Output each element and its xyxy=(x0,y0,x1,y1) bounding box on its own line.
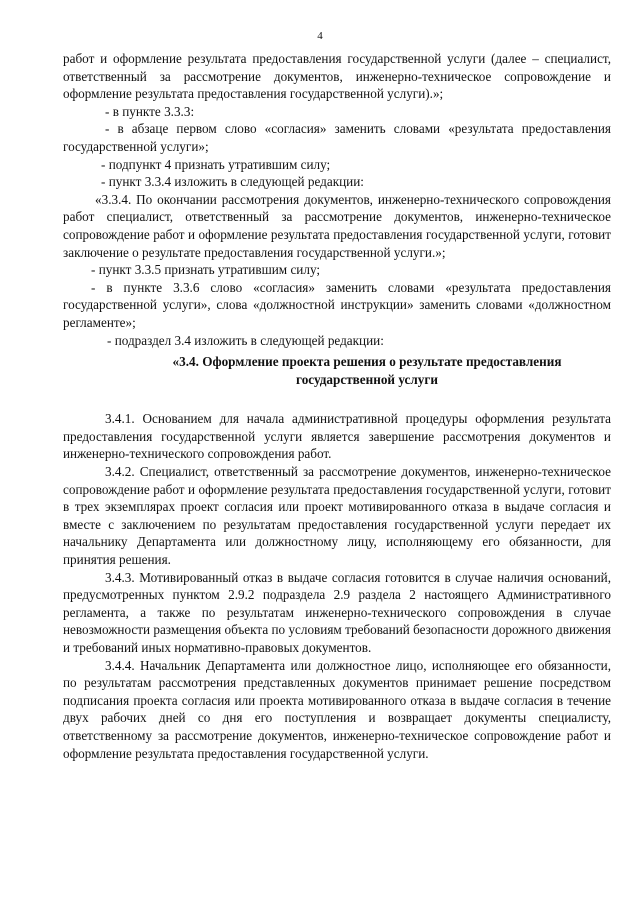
paragraph-continuation: работ и оформление результата предоставления государственной услуги (далее – специалист, ответственный за рассмотрение документов, инженерно-техническое сопровождение и оформление результата предоставления государственной услуги).»; xyxy=(63,51,611,102)
paragraph-3-4-3: 3.4.3. Мотивированный отказ в выдаче согласия готовится в случае наличия оснований, предусмотренных пунктом 2.9.2 подраздела 2.9 раздела 2 настоящего Административного регламента, а также по результатам инженерно-технического сопровождения в случае невозможности размещения объекта по условиям требований безопасности дорожного движения и требований иных нормативно-правовых документов. xyxy=(63,569,611,655)
list-item-3-3-3: - в пункте 3.3.3: xyxy=(105,103,195,119)
list-item-3-3-4: - пункт 3.3.4 изложить в следующей редакции: xyxy=(101,174,364,190)
document-body xyxy=(63,50,611,762)
paragraph-3-4-4: 3.4.4. Начальник Департамента или должностное лицо, исполняющее его обязанности, по результатам рассмотрения представленных документов принимает решение посредством подписания проекта согласия или проекта мотивированного отказа в выдаче согласия в течение двух рабочих дней со дня его поступления и возвращает документы специалисту, ответственному за рассмотрение документов, инженерно-техническое сопровождение работ и оформление результата предоставления государственной услуги. xyxy=(63,657,611,761)
paragraph-3-4-1: 3.4.1. Основанием для начала административной процедуры оформления результата предоставления государственной услуги является завершение рассмотрения документов и инженерно-технического сопровождения работ. xyxy=(63,411,611,462)
list-item-subsection-3-4: - подраздел 3.4 изложить в следующей редакции: xyxy=(107,332,384,348)
quoted-paragraph-3-3-4: «3.3.4. По окончании рассмотрения документов, инженерно-технического сопровождения работ специалист, ответственный за рассмотрение документов, инженерно-техническое сопровождение работ и оформление результата предоставления государственной услуги, готовит заключение о результате предоставления государственной услуги.»; xyxy=(63,191,611,260)
page-number: 4 xyxy=(317,30,323,42)
list-item-3-3-6: - в пункте 3.3.6 слово «согласия» заменить словами «результата предоставления государственной услуги», слова «должностной инструкции» заменить словами «должностном регламенте»; xyxy=(63,279,611,330)
list-item-first-paragraph: - в абзаце первом слово «согласия» заменить словами «результата предоставления государственной услуги»; xyxy=(63,121,611,154)
list-item-subpoint-4: - подпункт 4 признать утратившим силу; xyxy=(101,156,331,172)
paragraph-3-4-2: 3.4.2. Специалист, ответственный за рассмотрение документов, инженерно-техническое сопровождение работ и оформление результата предоставления государственной услуги, готовит в трех экземплярах проект согласия или проект мотивированного отказа в выдаче согласия и вместе с заключением по результатам предоставления государственной услуги передает их начальнику Департамента или должностному лицу, исполняющему его обязанности, для принятия решения. xyxy=(63,464,611,568)
section-heading: «3.4. Оформление проекта решения о результате предоставления государственной услуги xyxy=(172,354,562,387)
list-item-3-3-5: - пункт 3.3.5 признать утратившим силу; xyxy=(91,262,321,278)
spacer xyxy=(63,388,611,410)
